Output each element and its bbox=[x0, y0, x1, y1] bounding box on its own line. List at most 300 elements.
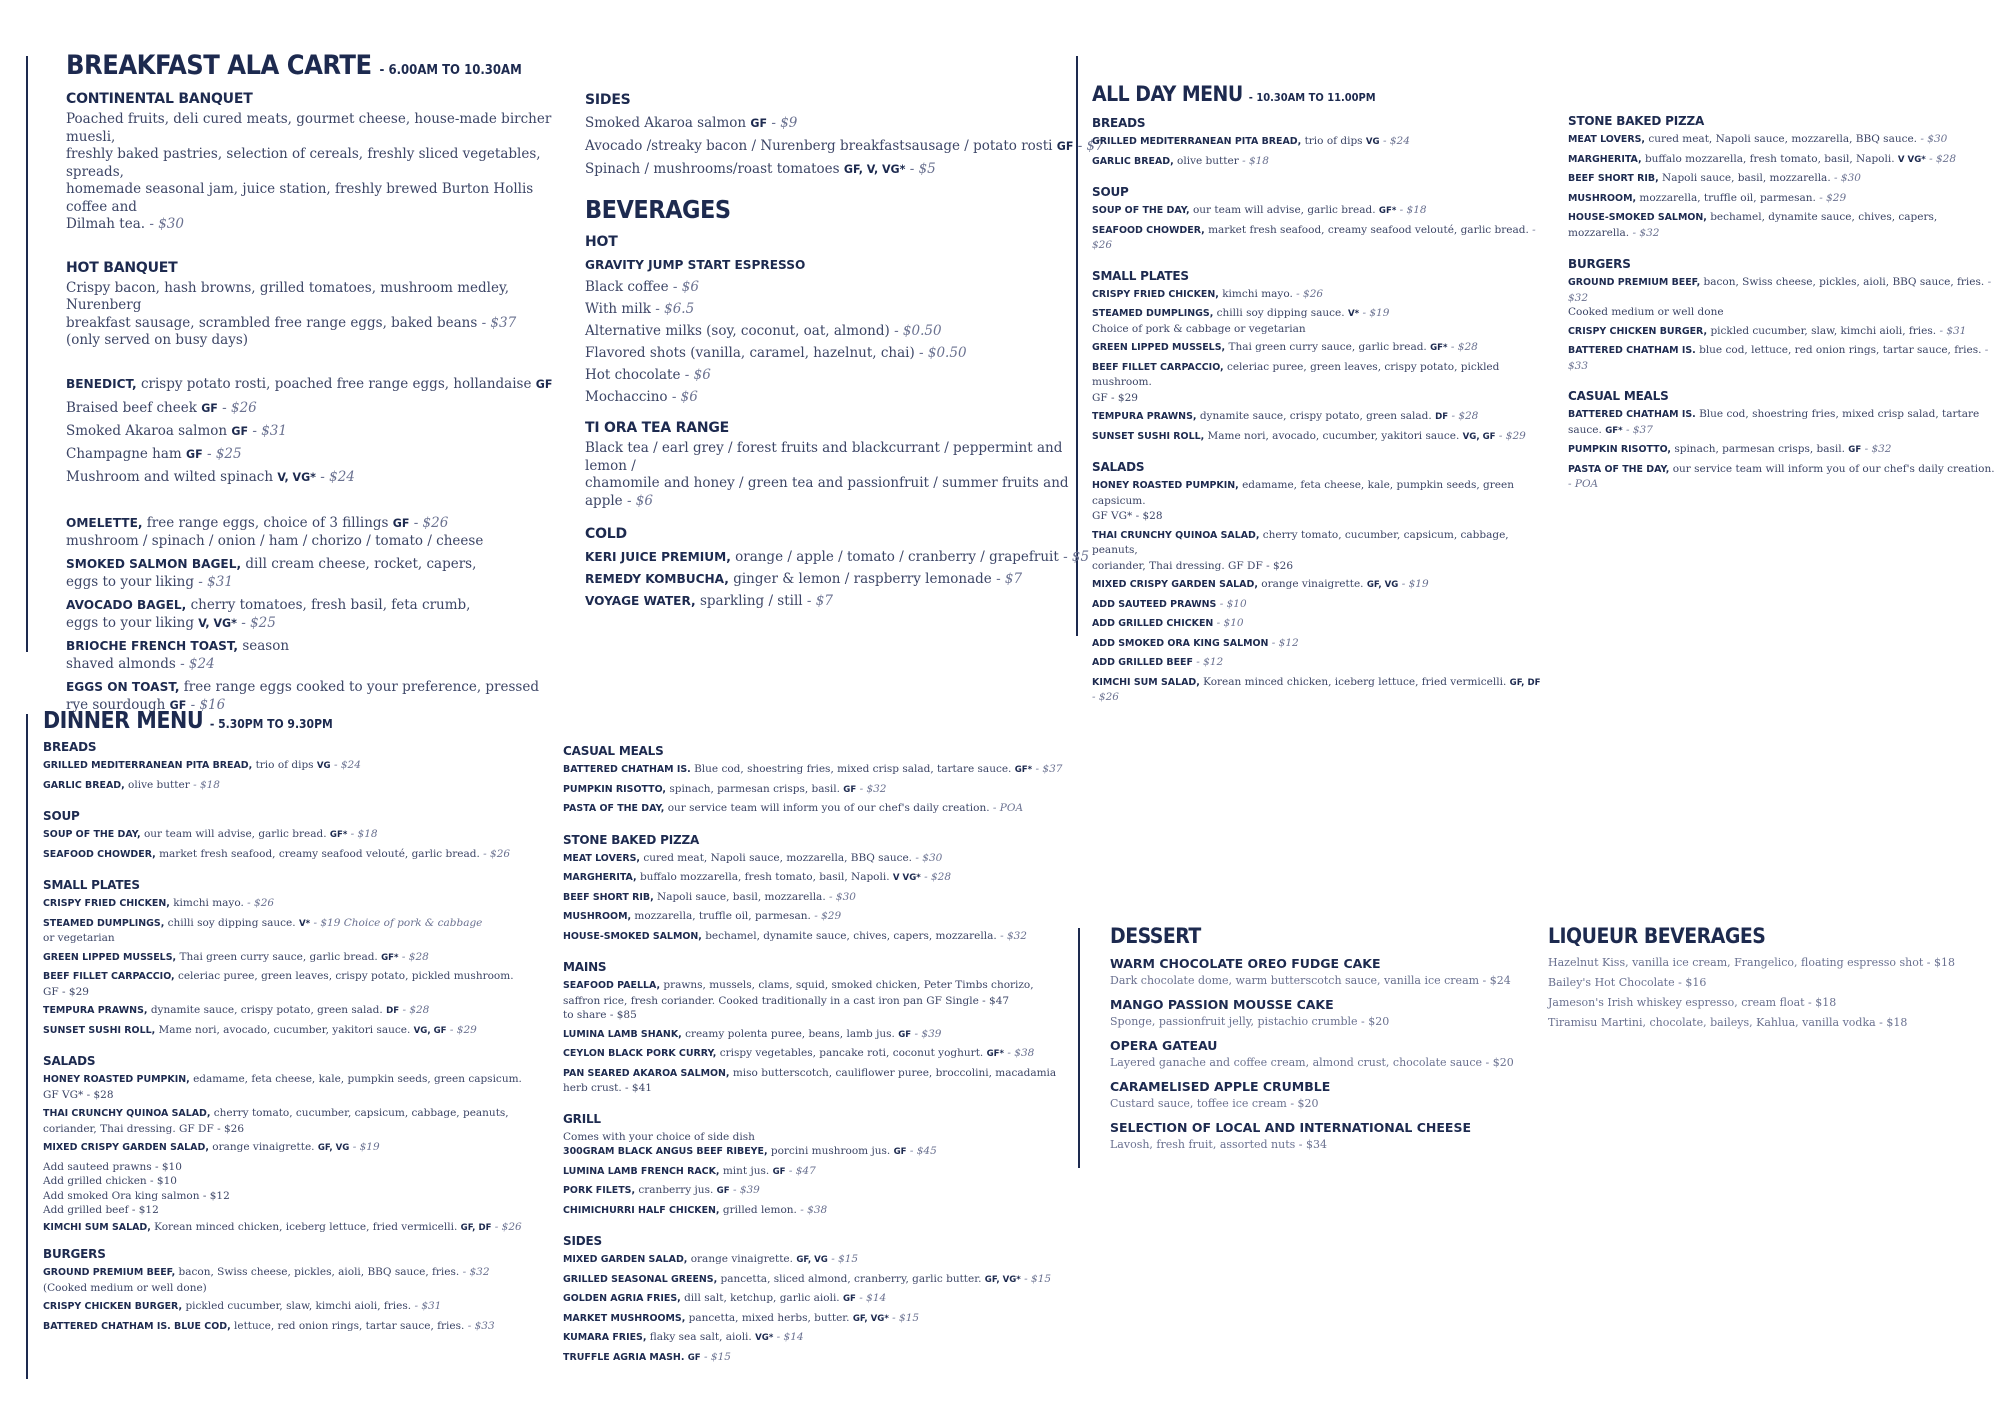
dessert-desc: Sponge, passionfruit jelly, pistachio crumble - $20 bbox=[1110, 1015, 1390, 1028]
item-tag: GF bbox=[893, 1147, 907, 1157]
item-line-2 bbox=[43, 1122, 563, 1137]
drink-text: sparkling / still bbox=[699, 593, 803, 609]
menu-item bbox=[1092, 134, 1542, 150]
hot-drink-item bbox=[585, 364, 1075, 386]
item-name: KUMARA FRIES, bbox=[563, 1332, 647, 1343]
side-price: - $9 bbox=[771, 115, 798, 131]
item-name: GARLIC BREAD, bbox=[1092, 155, 1174, 167]
item-desc: lettuce, red onion rings, tartar sauce, fries. bbox=[234, 1319, 465, 1332]
item-desc: cherry tomato, cucumber, capsicum, cabbage, peanuts, bbox=[213, 1107, 509, 1119]
item-line bbox=[1568, 152, 1998, 168]
item-price: - $45 bbox=[909, 1145, 937, 1157]
item-tag: GF, VG bbox=[796, 1255, 828, 1265]
item-name: PORK FILETS, bbox=[563, 1185, 636, 1196]
menu-item bbox=[1568, 462, 1998, 492]
item-line bbox=[43, 969, 563, 985]
item-desc: bechamel, dynamite sauce, chives, capers, mozzarella. bbox=[705, 929, 997, 942]
item-desc-2: GF VG* - $28 bbox=[1092, 510, 1163, 522]
item-line bbox=[563, 1203, 1083, 1219]
drink-price: - $0.50 bbox=[919, 345, 967, 361]
item-name: SEAFOOD CHOWDER, bbox=[43, 848, 156, 860]
item-name: SUNSET SUSHI ROLL, bbox=[43, 1024, 156, 1036]
item-line bbox=[66, 533, 556, 551]
menu-item bbox=[563, 762, 1083, 778]
tea-heading: TI ORA TEA RANGE bbox=[585, 420, 730, 436]
menu-item bbox=[1568, 324, 1998, 340]
kimchi-tag: GF, DF bbox=[460, 1222, 492, 1233]
allday-salads-list bbox=[1092, 478, 1542, 705]
continental-line: homemade seasonal jam, juice station, freshly brewed Burton Hollis coffee and bbox=[66, 181, 534, 215]
espresso-heading bbox=[585, 254, 1075, 276]
liqueur-section bbox=[1548, 924, 1988, 1036]
dinner-salads-heading: SALADS bbox=[43, 1054, 96, 1068]
item-line bbox=[563, 870, 1083, 886]
allday-small-list bbox=[1092, 287, 1542, 445]
menu-item bbox=[1092, 306, 1542, 336]
item-name: GOLDEN AGRIA FRIES, bbox=[563, 1293, 681, 1304]
item-desc: bacon, Swiss cheese, pickles, aioli, BBQ sauce, fries. bbox=[1703, 276, 1985, 288]
hot-drinks-list bbox=[585, 276, 1075, 408]
continental-price: - $30 bbox=[149, 216, 184, 232]
item-tag: GF bbox=[169, 698, 187, 712]
item-price: - $29 bbox=[1819, 191, 1847, 204]
item-name: PUMPKIN RISOTTO, bbox=[563, 783, 666, 795]
item-price: - $33 bbox=[467, 1319, 495, 1332]
continental-line: freshly baked pastries, selection of cereals, freshly sliced vegetables, spreads, bbox=[66, 146, 541, 180]
drink-name: REMEDY KOMBUCHA, bbox=[585, 572, 729, 586]
dessert-name: MANGO PASSION MOUSSE CAKE bbox=[1110, 997, 1334, 1012]
item-name: MARGHERITA, bbox=[1568, 153, 1642, 165]
drink-text: Hot chocolate bbox=[585, 367, 681, 383]
menu-item bbox=[1568, 210, 1998, 241]
item-line bbox=[66, 679, 556, 697]
allday-salads-heading: SALADS bbox=[1092, 460, 1145, 474]
item-name: GRILLED MEDITERRANEAN PITA BREAD, bbox=[43, 760, 253, 771]
item-line bbox=[66, 515, 556, 533]
item-desc: eggs to your liking bbox=[66, 573, 194, 590]
item-price: - $37 bbox=[1035, 763, 1063, 775]
menu-item bbox=[1092, 203, 1542, 219]
item-price: - $30 bbox=[1834, 172, 1861, 184]
item-desc-2: coriander, Thai dressing. GF DF - $26 bbox=[1092, 559, 1294, 572]
item-price: - $12 bbox=[1271, 636, 1299, 649]
item-name: SOUP OF THE DAY, bbox=[43, 829, 141, 840]
liqueur-item: Hazelnut Kiss, vanilla ice cream, Frangelico, floating espresso shot - $18 bbox=[1548, 956, 1955, 969]
item-name: PAN SEARED AKAROA SALMON, bbox=[563, 1067, 730, 1079]
item-name: GREEN LIPPED MUSSELS, bbox=[1092, 342, 1226, 353]
item-desc: celeriac puree, green leaves, crispy potato, pickled mushroom. bbox=[177, 970, 514, 982]
liqueur-list bbox=[1548, 956, 1988, 1029]
item-line bbox=[66, 656, 556, 674]
benedict-options bbox=[66, 397, 556, 489]
item-line-2 bbox=[43, 931, 563, 946]
dinner-title-text: DINNER MENU bbox=[43, 708, 204, 734]
menu-item bbox=[563, 1203, 1083, 1219]
item-desc: market fresh seafood, creamy seafood velouté, garlic bread. bbox=[1208, 223, 1529, 236]
item-desc: edamame, feta cheese, kale, pumpkin seeds, green capsicum. bbox=[1092, 479, 1514, 507]
item-name: STEAMED DUMPLINGS, bbox=[1092, 308, 1214, 319]
item-name: MEAT LOVERS, bbox=[563, 852, 640, 864]
tea-desc bbox=[585, 440, 1075, 510]
dinner-burgers-heading: BURGERS bbox=[43, 1247, 106, 1261]
item-name: BEEF SHORT RIB, bbox=[563, 891, 654, 903]
item-line-2 bbox=[1092, 391, 1542, 406]
item-line bbox=[1568, 191, 1998, 207]
item-desc: mozzarella, truffle oil, parmesan. bbox=[634, 910, 811, 922]
item-desc: free range eggs, choice of 3 fillings bbox=[146, 515, 389, 531]
item-desc: orange vinaigrette. bbox=[212, 1141, 315, 1153]
item-desc-2: Choice of pork & cabbage or vegetarian bbox=[1092, 322, 1306, 335]
item-price: - $15 bbox=[892, 1311, 920, 1324]
item-tag: V* bbox=[1347, 309, 1360, 319]
item-name: LUMINA LAMB SHANK, bbox=[563, 1028, 682, 1040]
item-line bbox=[43, 847, 563, 863]
item-name: OMELETTE, bbox=[66, 516, 143, 530]
espresso-label: GRAVITY JUMP START ESPRESSO bbox=[585, 258, 806, 272]
item-desc: trio of dips bbox=[1304, 135, 1363, 147]
side-tag: GF bbox=[750, 117, 768, 130]
item-line-2 bbox=[1092, 322, 1542, 337]
menu-item bbox=[563, 1144, 1083, 1160]
item-price: - $38 bbox=[1007, 1047, 1035, 1059]
item-line bbox=[43, 758, 563, 774]
item-price: - $24 bbox=[1382, 135, 1410, 147]
item-price: - $31 bbox=[414, 1300, 442, 1312]
option-tag: GF bbox=[201, 402, 218, 415]
menu-item bbox=[43, 778, 563, 794]
item-name: CRISPY CHICKEN BURGER, bbox=[1568, 325, 1708, 337]
item-tag: GF* bbox=[381, 952, 399, 963]
benedict-option bbox=[66, 420, 556, 443]
dessert-section bbox=[1110, 924, 1530, 1161]
dinner-grill-list bbox=[563, 1144, 1083, 1218]
item-tag: V* bbox=[298, 918, 311, 929]
item-name: PUMPKIN RISOTTO, bbox=[1568, 444, 1671, 455]
item-line bbox=[1092, 340, 1542, 356]
item-price: - $29 bbox=[814, 910, 842, 922]
item-desc: cherry tomato, cucumber, capsicum, cabbage, peanuts, bbox=[1092, 528, 1509, 556]
item-line bbox=[1568, 462, 1998, 492]
menu-item bbox=[563, 978, 1083, 1023]
item-line bbox=[66, 556, 556, 574]
dinner-mains-list bbox=[563, 978, 1083, 1096]
dessert-title: DESSERT bbox=[1110, 924, 1201, 948]
liqueur-item: Bailey's Hot Chocolate - $16 bbox=[1548, 976, 1707, 989]
item-desc: shaved almonds bbox=[66, 655, 176, 672]
item-price: - $32 bbox=[462, 1266, 490, 1278]
side-price: - $5 bbox=[909, 161, 936, 177]
item-name: TEMPURA PRAWNS, bbox=[1092, 411, 1197, 422]
menu-item bbox=[563, 1272, 1083, 1288]
benedict-option bbox=[66, 443, 556, 466]
dinner-sides-list bbox=[563, 1252, 1083, 1365]
drink-text: orange / apple / tomato / cranberry / grapefruit bbox=[735, 549, 1059, 565]
drink-price: - $6 bbox=[684, 367, 711, 383]
item-line bbox=[1092, 154, 1542, 170]
dessert-name: OPERA GATEAU bbox=[1110, 1038, 1218, 1053]
item-line bbox=[1092, 577, 1542, 593]
item-desc: pickled cucumber, slaw, kimchi aioli, fries. bbox=[1710, 324, 1937, 337]
item-desc: edamame, feta cheese, kale, pumpkin seeds, green capsicum. bbox=[193, 1073, 522, 1085]
item-price: - $31 bbox=[1939, 324, 1967, 337]
menu-item bbox=[43, 1265, 563, 1295]
dinner-small-heading: SMALL PLATES bbox=[43, 878, 140, 892]
item-tag: GF* bbox=[1605, 425, 1623, 436]
dessert-desc: Dark chocolate dome, warm butterscotch sauce, vanilla ice cream - $24 bbox=[1110, 974, 1511, 987]
cold-drink-item bbox=[585, 568, 1075, 590]
continental-line bbox=[66, 216, 556, 234]
menu-item bbox=[1092, 616, 1542, 632]
dinner-soup-list bbox=[43, 827, 563, 862]
item-line bbox=[66, 615, 556, 633]
item-name: CRISPY FRIED CHICKEN, bbox=[43, 898, 170, 909]
menu-item bbox=[563, 1027, 1083, 1043]
item-price: - $19 bbox=[1362, 307, 1390, 319]
item-price: - $19 Choice of pork & cabbage bbox=[313, 916, 483, 929]
item-line bbox=[563, 929, 1083, 945]
item-price: - $18 bbox=[193, 778, 220, 791]
side-item bbox=[585, 158, 1075, 181]
item-name: BEEF FILLET CARPACCIO, bbox=[43, 971, 175, 982]
option-text: Braised beef cheek bbox=[66, 400, 197, 416]
item-desc: celeriac puree, green leaves, crispy potato, pickled mushroom. bbox=[1092, 360, 1500, 388]
item-price: - $32 bbox=[1632, 226, 1660, 239]
item-price: - $29 bbox=[449, 1023, 477, 1036]
item-desc: our team will advise, garlic bread. bbox=[143, 828, 327, 840]
dessert-item bbox=[1110, 997, 1530, 1028]
hot-banquet-line-text: breakfast sausage, scrambled free range eggs, baked beans bbox=[66, 314, 478, 331]
item-name: STEAMED DUMPLINGS, bbox=[43, 917, 165, 929]
menu-item bbox=[1568, 442, 1998, 458]
item-price: - $39 bbox=[732, 1184, 760, 1196]
menu-item bbox=[43, 1003, 563, 1019]
item-line bbox=[563, 1027, 1083, 1043]
item-price: - $18 bbox=[1399, 204, 1427, 216]
item-desc: pickled cucumber, slaw, kimchi aioli, fries. bbox=[185, 1300, 412, 1312]
continental-heading: CONTINENTAL BANQUET bbox=[66, 91, 253, 107]
item-desc-2: (Cooked medium or well done) bbox=[43, 1281, 207, 1294]
drink-text: Black coffee bbox=[585, 279, 669, 295]
item-line-2 bbox=[1568, 305, 1998, 320]
dinner-grill-heading: GRILL bbox=[563, 1111, 601, 1126]
menu-item bbox=[1092, 636, 1542, 652]
menu-item bbox=[1092, 340, 1542, 356]
dessert-item bbox=[1110, 1038, 1530, 1069]
item-line bbox=[1092, 636, 1542, 652]
dinner-small-list bbox=[43, 896, 563, 1038]
item-desc: chilli soy dipping sauce. bbox=[1216, 307, 1345, 319]
item-desc: blue cod, lettuce, red onion rings, tartar sauce, fries. bbox=[1699, 344, 1982, 356]
item-line-2 bbox=[563, 994, 1083, 1009]
dinner-rule bbox=[26, 714, 28, 1379]
item-line bbox=[1568, 442, 1998, 458]
menu-item bbox=[43, 827, 563, 843]
allday-title bbox=[1092, 82, 1542, 106]
item-name: KIMCHI SUM SALAD, bbox=[1092, 676, 1200, 688]
menu-item bbox=[1092, 429, 1542, 445]
item-desc-2: Cooked medium or well done bbox=[1568, 306, 1724, 318]
item-tag: GF* bbox=[1378, 206, 1397, 216]
item-desc: crispy vegetables, pancake roti, coconut yoghurt. bbox=[719, 1047, 984, 1059]
drink-price: - $7 bbox=[996, 571, 1023, 587]
item-desc: Korean minced chicken, iceberg lettuce, fried vermicelli. bbox=[1203, 675, 1507, 688]
item-line bbox=[43, 1072, 563, 1088]
item-name: MIXED GARDEN SALAD, bbox=[563, 1254, 688, 1265]
item-name: GARLIC BREAD, bbox=[43, 779, 125, 791]
benedict-option bbox=[66, 466, 556, 489]
item-line bbox=[43, 1140, 563, 1156]
item-price: - $32 bbox=[859, 782, 887, 795]
menu-item bbox=[563, 851, 1083, 867]
menu-item bbox=[1568, 191, 1998, 207]
allday-burgers-heading: BURGERS bbox=[1568, 257, 1631, 271]
side-text: Spinach / mushrooms/roast tomatoes bbox=[585, 161, 840, 177]
item-line bbox=[1568, 275, 1998, 305]
item-desc: Blue cod, shoestring fries, mixed crisp salad, tartare sauce. bbox=[1568, 408, 1980, 436]
menu-item bbox=[1092, 675, 1542, 705]
item-desc: mozzarella, truffle oil, parmesan. bbox=[1639, 191, 1816, 204]
hot-banquet-note: (only served on busy days) bbox=[66, 332, 249, 348]
drink-name: KERI JUICE PREMIUM, bbox=[585, 550, 731, 564]
item-desc: cured meat, Napoli sauce, mozzarella, BBQ sauce. bbox=[643, 851, 913, 864]
item-tag: VG bbox=[1365, 137, 1380, 147]
drink-text: ginger & lemon / raspberry lemonade bbox=[733, 571, 992, 587]
breakfast-rule bbox=[26, 56, 28, 652]
dessert-item bbox=[1110, 956, 1530, 987]
salad-addon: Add grilled chicken - $10 bbox=[43, 1175, 177, 1187]
item-tag: GF bbox=[687, 1352, 701, 1363]
item-name: ADD GRILLED CHICKEN bbox=[1092, 618, 1214, 629]
benedict-desc: crispy potato rosti, poached free range eggs, hollandaise bbox=[140, 375, 532, 392]
option-text: Smoked Akaroa salmon bbox=[66, 423, 228, 439]
dinner-burgers-list bbox=[43, 1265, 563, 1334]
allday-section-right bbox=[1568, 114, 1998, 496]
item-tag: GF* bbox=[329, 830, 348, 840]
item-name: MUSHROOM, bbox=[1568, 192, 1637, 204]
item-line bbox=[43, 1106, 563, 1122]
dinner-breads-heading: BREADS bbox=[43, 740, 97, 754]
menu-item bbox=[563, 1350, 1083, 1366]
cold-drinks-heading: COLD bbox=[585, 526, 627, 542]
breakfast-item bbox=[66, 638, 556, 673]
item-name: CRISPY FRIED CHICKEN, bbox=[1092, 288, 1219, 300]
item-line bbox=[563, 1330, 1083, 1346]
item-line bbox=[563, 801, 1083, 817]
item-name: MIXED CRISPY GARDEN SALAD, bbox=[1092, 579, 1258, 590]
item-line bbox=[43, 1319, 563, 1335]
side-text: Smoked Akaroa salmon bbox=[585, 115, 747, 131]
item-line bbox=[563, 1183, 1083, 1199]
dessert-item bbox=[1110, 1079, 1530, 1110]
side-item bbox=[585, 112, 1075, 135]
item-line bbox=[1092, 409, 1542, 425]
cold-drink-item bbox=[585, 590, 1075, 612]
menu-item bbox=[1568, 343, 1998, 373]
kimchi-price: - $26 bbox=[494, 1220, 522, 1233]
item-price: - $24 bbox=[333, 759, 361, 771]
breakfast-item bbox=[66, 515, 556, 550]
item-name: HOUSE-SMOKED SALMON, bbox=[563, 930, 702, 942]
item-price: - POA bbox=[992, 802, 1024, 814]
menu-item bbox=[1092, 409, 1542, 425]
item-price: - $28 bbox=[401, 950, 429, 963]
menu-item bbox=[563, 1164, 1083, 1180]
item-tag: GF, DF bbox=[1509, 677, 1541, 688]
item-price: - POA bbox=[1568, 478, 1599, 490]
item-line bbox=[1092, 429, 1542, 445]
item-desc: kimchi mayo. bbox=[1222, 287, 1293, 300]
dessert-desc: Lavosh, fresh fruit, assorted nuts - $34 bbox=[1110, 1138, 1327, 1151]
allday-hours: - 10.30AM TO 11.00PM bbox=[1248, 91, 1376, 104]
item-line bbox=[1092, 616, 1542, 632]
cold-drink-item bbox=[585, 546, 1090, 568]
item-name: BEEF FILLET CARPACCIO, bbox=[1092, 361, 1224, 373]
item-price: - $32 bbox=[1568, 276, 1992, 304]
item-tag: V VG* bbox=[1897, 154, 1926, 165]
item-price: - $39 bbox=[914, 1027, 942, 1040]
item-price: - $30 bbox=[1920, 133, 1948, 145]
item-name: BATTERED CHATHAM IS. bbox=[563, 764, 691, 775]
side-text: Avocado /streaky bacon / Nurenberg breakfastsausage / potato rosti bbox=[585, 138, 1053, 154]
menu-item bbox=[1092, 287, 1542, 303]
item-name: HONEY ROASTED PUMPKIN, bbox=[43, 1074, 190, 1085]
item-line bbox=[563, 890, 1083, 906]
benedict-option bbox=[66, 397, 556, 420]
item-line bbox=[1092, 528, 1542, 559]
item-desc: Mame nori, avocado, cucumber, yakitori sauce. bbox=[158, 1023, 411, 1036]
item-line bbox=[1568, 132, 1998, 148]
breakfast-title-text: BREAKFAST ALA CARTE bbox=[66, 50, 372, 81]
item-line bbox=[66, 574, 556, 592]
breakfast-item bbox=[66, 597, 556, 632]
item-line bbox=[1092, 134, 1542, 150]
liqueur-item: Jameson's Irish whiskey espresso, cream float - $18 bbox=[1548, 996, 1837, 1009]
dinner-soup-heading: SOUP bbox=[43, 809, 80, 823]
item-name: MARGHERITA, bbox=[563, 872, 637, 883]
menu-item bbox=[1092, 577, 1542, 593]
dessert-name: WARM CHOCOLATE OREO FUDGE CAKE bbox=[1110, 956, 1381, 971]
kimchi-desc: Korean minced chicken, iceberg lettuce, fried vermicelli. bbox=[154, 1220, 458, 1233]
item-price: - $29 bbox=[1498, 429, 1526, 442]
item-desc: mint jus. bbox=[722, 1164, 770, 1177]
allday-soup-list bbox=[1092, 203, 1542, 253]
option-price: - $26 bbox=[222, 400, 257, 416]
item-tag: DF bbox=[386, 1006, 400, 1016]
item-name: ADD GRILLED BEEF bbox=[1092, 657, 1193, 668]
menu-item bbox=[563, 782, 1083, 798]
item-name: MUSHROOM, bbox=[563, 911, 632, 922]
item-tag: GF* bbox=[1430, 343, 1448, 353]
option-tag: GF bbox=[186, 448, 203, 461]
item-name: THAI CRUNCHY QUINOA SALAD, bbox=[1092, 529, 1260, 541]
item-desc: our team will advise, garlic bread. bbox=[1192, 204, 1376, 216]
item-price: - $38 bbox=[800, 1203, 828, 1216]
item-price: - $25 bbox=[241, 614, 276, 631]
item-name: HOUSE-SMOKED SALMON, bbox=[1568, 212, 1707, 223]
item-line bbox=[1568, 210, 1998, 241]
drink-text: Flavored shots (vanilla, caramel, hazelnut, chai) bbox=[585, 345, 915, 361]
item-price: - $32 bbox=[1000, 929, 1027, 942]
item-desc: bacon, Swiss cheese, pickles, aioli, BBQ sauce, fries. bbox=[178, 1266, 460, 1278]
item-name: TEMPURA PRAWNS, bbox=[43, 1005, 148, 1016]
benedict-line bbox=[66, 376, 556, 394]
tea-price: - $6 bbox=[626, 492, 653, 509]
allday-section bbox=[1092, 82, 1542, 709]
item-price: - $26 bbox=[483, 847, 511, 860]
item-name: GREEN LIPPED MUSSELS, bbox=[43, 951, 177, 963]
drink-price: - $6 bbox=[671, 389, 698, 405]
dessert-item bbox=[1110, 1120, 1530, 1151]
